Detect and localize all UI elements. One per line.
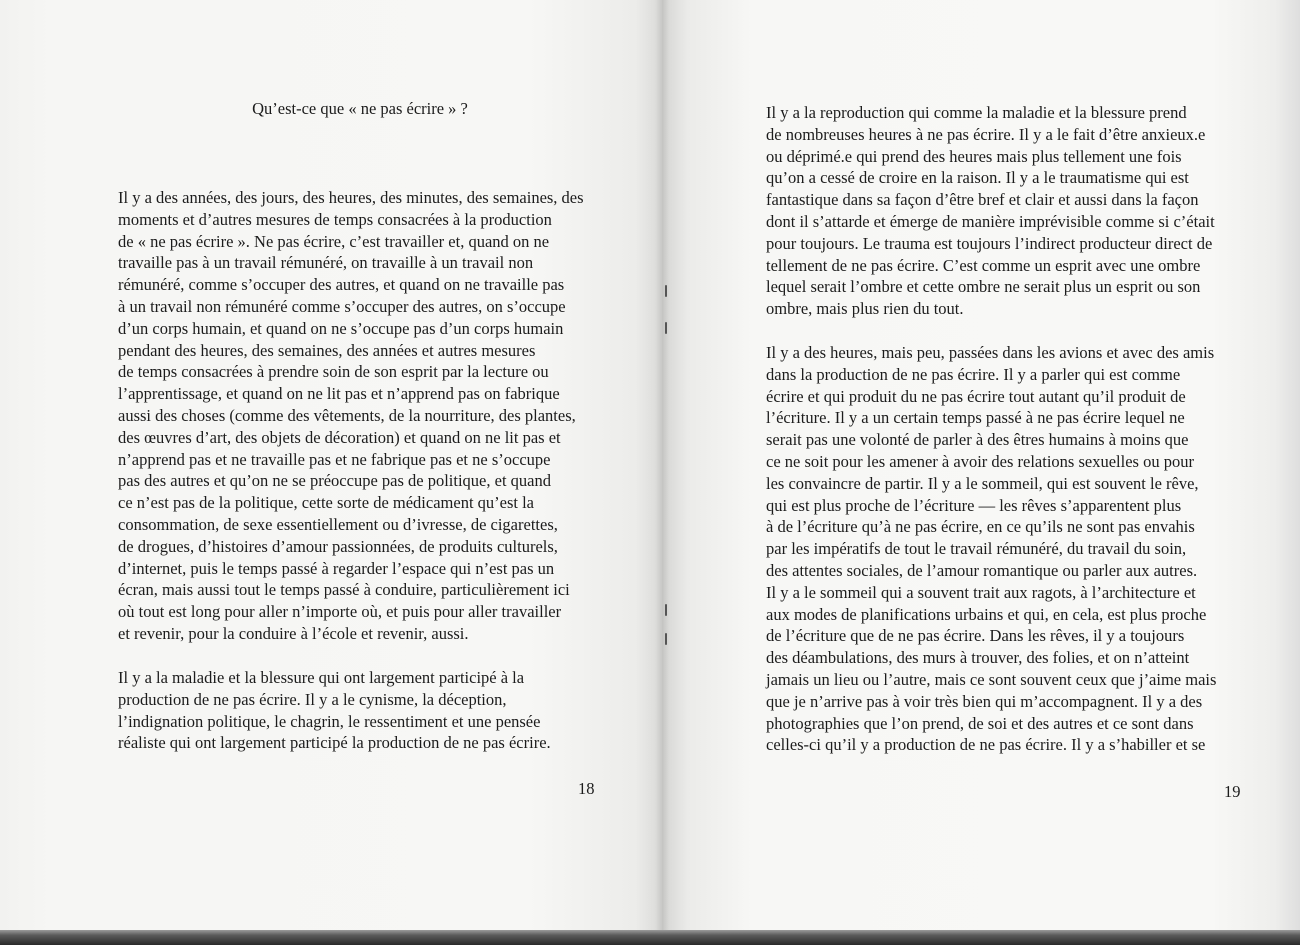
left-paragraph-2 bbox=[118, 667, 551, 754]
text-line: écran, mais aussi tout le temps passé à conduire, particulièrement ici bbox=[118, 580, 570, 600]
text-line: où tout est long pour aller n’importe où, et puis pour aller travailler bbox=[118, 602, 562, 622]
text-line: ce n’est pas de la politique, cette sorte de médicament qu’est la bbox=[118, 493, 535, 513]
text-line: consommation, de sexe essentiellement ou d’ivresse, de cigarettes, bbox=[118, 514, 558, 534]
binding-mark bbox=[665, 285, 667, 297]
text-line: photographies que l’on prend, de soi et des autres et ce sont dans bbox=[766, 713, 1194, 733]
text-line: dans la production de ne pas écrire. Il y a parler qui est comme bbox=[766, 364, 1181, 384]
text-line: aux modes de planifications urbains et qui, en cela, est plus proche bbox=[766, 604, 1207, 624]
text-line: d’un corps humain, et quand on ne s’occupe pas d’un corps humain bbox=[118, 318, 564, 338]
text-line: réaliste qui ont largement participé la production de ne pas écrire. bbox=[118, 733, 551, 753]
text-line: jamais un lieu ou l’autre, mais ce sont souvent ceux que j’aime mais bbox=[766, 669, 1217, 689]
text-line: pendant des heures, des semaines, des années et autres mesures bbox=[118, 340, 536, 360]
right-paragraph-2 bbox=[766, 342, 1216, 756]
page-number-right: 19 bbox=[1224, 782, 1241, 801]
text-line: Il y a des heures, mais peu, passées dans les avions et avec des amis bbox=[766, 343, 1215, 362]
text-line: lequel serait l’ombre et cette ombre ne serait plus un esprit ou son bbox=[766, 277, 1201, 297]
text-line: des œuvres d’art, des objets de décoration) et quand on ne lit pas et bbox=[118, 427, 561, 447]
text-line: Il y a la maladie et la blessure qui ont largement participé à la bbox=[118, 668, 525, 687]
text-line: production de ne pas écrire. Il y a le cynisme, la déception, bbox=[118, 689, 507, 709]
scanner-bottom-edge bbox=[0, 930, 1300, 945]
text-line: à de l’écriture qu’à ne pas écrire, en ce qu’ils ne sont pas envahis bbox=[766, 517, 1195, 537]
binding-mark bbox=[665, 322, 667, 334]
text-line: travaille pas à un travail rémunéré, on travaille à un travail non bbox=[118, 253, 534, 273]
text-line: celles-ci qu’il y a production de ne pas écrire. Il y a s’habiller et se bbox=[766, 735, 1206, 755]
text-line: ce ne soit pour les amener à avoir des relations sexuelles ou pour bbox=[766, 451, 1194, 471]
text-line: à un travail non rémunéré comme s’occuper des autres, on s’occupe bbox=[118, 296, 566, 316]
text-line: de nombreuses heures à ne pas écrire. Il y a le fait d’être anxieux.e bbox=[766, 124, 1206, 144]
text-line: l’apprentissage, et quand on ne lit pas et n’apprend pas on fabrique bbox=[118, 384, 560, 404]
text-line: qui est plus proche de l’écriture — les rêves s’apparentent plus bbox=[766, 495, 1182, 515]
text-line: et revenir, pour la conduire à l’école et revenir, aussi. bbox=[118, 623, 469, 643]
text-line: tellement de ne pas écrire. C’est comme un esprit avec une ombre bbox=[766, 255, 1201, 275]
text-line: Il y a la reproduction qui comme la maladie et la blessure prend bbox=[766, 103, 1187, 122]
right-paragraph-1 bbox=[766, 102, 1215, 320]
text-line: de drogues, d’histoires d’amour passionnées, de produits culturels, bbox=[118, 536, 558, 556]
text-line: fantastique dans sa façon d’être bref et clair et aussi dans la façon bbox=[766, 190, 1199, 210]
text-line: aussi des choses (comme des vêtements, de la nourriture, des plantes, bbox=[118, 405, 576, 425]
text-line: Il y a des années, des jours, des heures, des minutes, des semaines, des bbox=[118, 188, 584, 207]
text-line: dont il s’attarde et émerge de manière imprévisible comme si c’était bbox=[766, 211, 1215, 231]
text-line: de l’écriture que de ne pas écrire. Dans les rêves, il y a toujours bbox=[766, 626, 1185, 646]
binding-mark bbox=[665, 604, 667, 616]
text-line: serait pas une volonté de parler à des êtres humains à moins que bbox=[766, 430, 1189, 450]
page-number-left: 18 bbox=[578, 779, 595, 798]
text-line: écrire et qui produit du ne pas écrire tout autant qu’il produit de bbox=[766, 386, 1186, 406]
chapter-heading: Qu’est-ce que « ne pas écrire » ? bbox=[252, 99, 468, 118]
text-line: pour toujours. Le trauma est toujours l’indirect producteur direct de bbox=[766, 233, 1213, 253]
text-line: l’indignation politique, le chagrin, le ressentiment et une pensée bbox=[118, 711, 541, 731]
text-line: moments et d’autres mesures de temps consacrées à la production bbox=[118, 209, 552, 229]
text-line: ou déprimé.e qui prend des heures mais plus tellement une fois bbox=[766, 146, 1182, 166]
text-line: des attentes sociales, de l’amour romantique ou parler aux autres. bbox=[766, 560, 1198, 580]
text-line: de « ne pas écrire ». Ne pas écrire, c’est travailler et, quand on ne bbox=[118, 231, 550, 251]
text-line: pas des autres et qu’on ne se préoccupe pas de politique, et quand bbox=[118, 471, 551, 491]
text-line: d’internet, puis le temps passé à regarder l’espace qui n’est pas un bbox=[118, 558, 555, 578]
text-line: par les impératifs de tout le travail rémunéré, du travail du soin, bbox=[766, 539, 1187, 559]
text-line: des déambulations, des murs à trouver, des folies, et on n’atteint bbox=[766, 648, 1190, 668]
text-line: qu’on a cessé de croire en la raison. Il y a le traumatisme qui est bbox=[766, 168, 1189, 188]
text-line: Il y a le sommeil qui a souvent trait aux ragots, à l’architecture et bbox=[766, 582, 1196, 602]
text-line: n’apprend pas et ne travaille pas et ne fabrique pas et ne s’occupe bbox=[118, 449, 551, 469]
text-line: de temps consacrées à prendre soin de son esprit par la lecture ou bbox=[118, 362, 549, 382]
text-line: les convaincre de partir. Il y a le sommeil, qui est souvent le rêve, bbox=[766, 473, 1199, 493]
text-line: rémunéré, comme s’occuper des autres, et quand on ne travaille pas bbox=[118, 275, 565, 295]
left-paragraph-1 bbox=[118, 187, 584, 645]
text-line: ombre, mais plus rien du tout. bbox=[766, 299, 964, 319]
right-page bbox=[662, 0, 1300, 930]
text-line: l’écriture. Il y a un certain temps passé à ne pas écrire lequel ne bbox=[766, 408, 1185, 428]
binding-mark bbox=[665, 633, 667, 645]
text-line: que je n’arrive pas à voir très bien qui m’accompagnent. Il y a des bbox=[766, 691, 1203, 711]
book-spine-shadow bbox=[655, 0, 669, 930]
